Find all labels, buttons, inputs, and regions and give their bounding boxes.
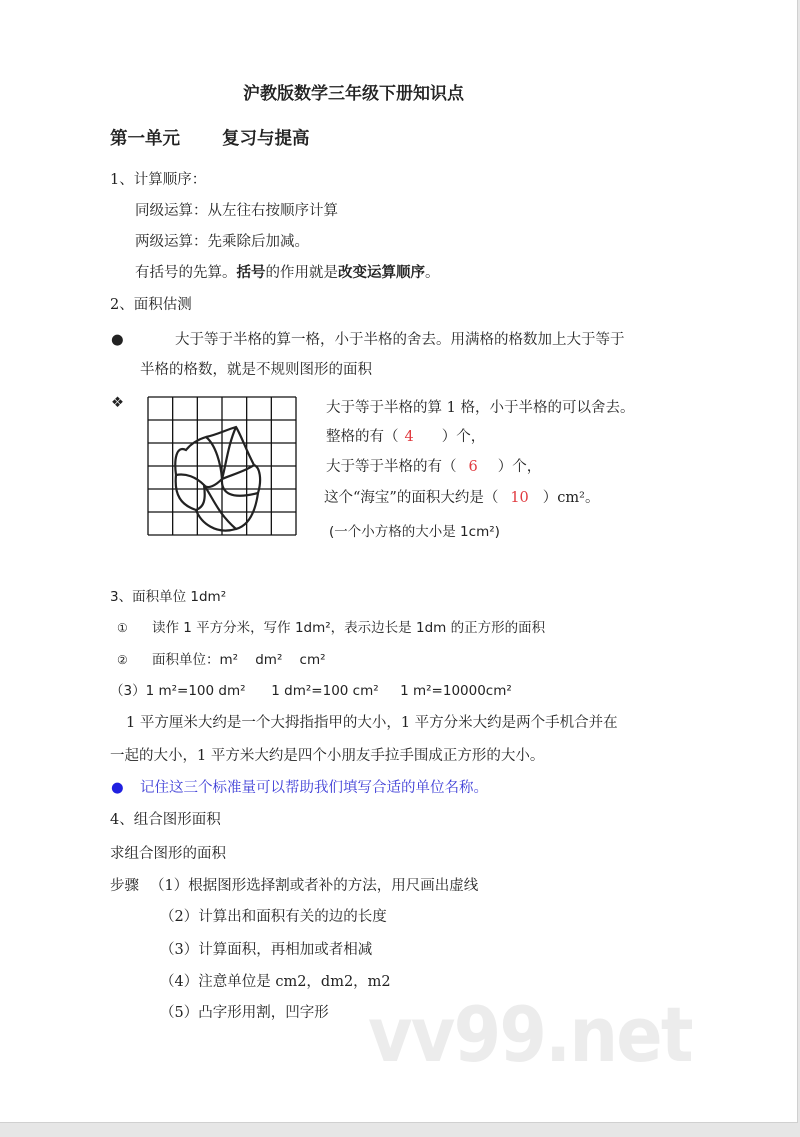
square-size-note: (一个小方格的大小是 1cm²) [329,524,500,540]
rule-same-level: 同级运算：从左往右按顺序计算 [135,203,338,219]
unit-heading [110,130,310,148]
section-4-heading: 4、组合图形面积 [110,812,221,828]
half-squares-line [326,458,541,476]
answer-full-squares: 4 [404,429,414,445]
note-text: 记住这三个标准量可以帮助我们填写合适的单位名称。 [140,780,488,796]
text: ）个， [441,429,486,445]
item-1-text: 读作 1 平方分米，写作 1dm²，表示边长是 1dm 的正方形的面积 [152,620,546,636]
step-1: （1）根据图形选择割或者补的方法，用尺画出虚线 [150,878,479,894]
section-4-subheading: 求组合图形的面积 [110,846,226,862]
step-5: （5）凸字形用割，凹字形 [160,1005,329,1021]
full-squares-line [326,428,485,446]
item-2-number: ② [117,653,128,667]
steps-label: 步骤 [110,878,139,894]
blue-bullet-icon: ● [111,780,124,796]
section-1-heading: 1、计算顺序： [110,172,207,188]
text: 有括号的先算。 [135,265,237,281]
rule-two-level: 两级运算：先乘除后加减。 [135,234,309,250]
bold-text: 括号 [236,265,266,281]
item-1-number: ① [117,621,128,635]
unit-name: 复习与提高 [222,129,310,149]
text: 整格的有（ [326,429,399,445]
diamond-bullet-icon: ❖ [111,395,124,411]
text: 。 [425,265,440,281]
reference-sizes-line2: 一起的大小，1 平方米大约是四个小朋友手拉手围成正方形的大小。 [110,748,545,764]
bullet-icon: ● [111,332,124,348]
answer-area: 10 [510,490,529,506]
rule-brackets [135,264,440,282]
text: 的作用就是 [265,265,338,281]
item-3-text: （3）1 m²=100 dm² 1 dm²=100 cm² 1 m²=10000cm² [110,683,512,699]
text: 大于等于半格的有（ [326,459,457,475]
grid-figure [146,395,298,537]
step-3: （3）计算面积，再相加或者相减 [160,942,373,958]
text: 这个“海宝”的面积大约是（ [324,490,499,506]
estimate-hint: 大于等于半格的算 1 格，小于半格的可以舍去。 [326,400,635,416]
text: ）个， [497,459,542,475]
bold-text: 改变运算顺序 [338,265,425,281]
unit-label: 第一单元 [110,129,180,149]
estimate-rule-line2: 半格的格数，就是不规则图形的面积 [140,362,372,378]
section-2-heading: 2、面积估测 [110,297,192,313]
step-2: （2）计算出和面积有关的边的长度 [160,909,387,925]
page-title: 沪教版数学三年级下册知识点 [243,84,464,104]
step-4: （4）注意单位是 cm2，dm2，m2 [160,974,391,990]
reference-sizes-line1: 1 平方厘米大约是一个大拇指指甲的大小，1 平方分米大约是两个手机合并在 [126,715,618,731]
area-line [324,489,599,507]
item-2-text: 面积单位：m² dm² cm² [152,652,326,668]
watermark: vv99.net [368,990,692,1079]
estimate-rule-line1: 大于等于半格的算一格，小于半格的舍去。用满格的格数加上大于等于 [175,332,625,348]
text: ）cm²。 [542,490,600,506]
answer-half-squares: 6 [468,459,478,475]
section-3-heading: 3、面积单位 1dm² [110,589,227,605]
